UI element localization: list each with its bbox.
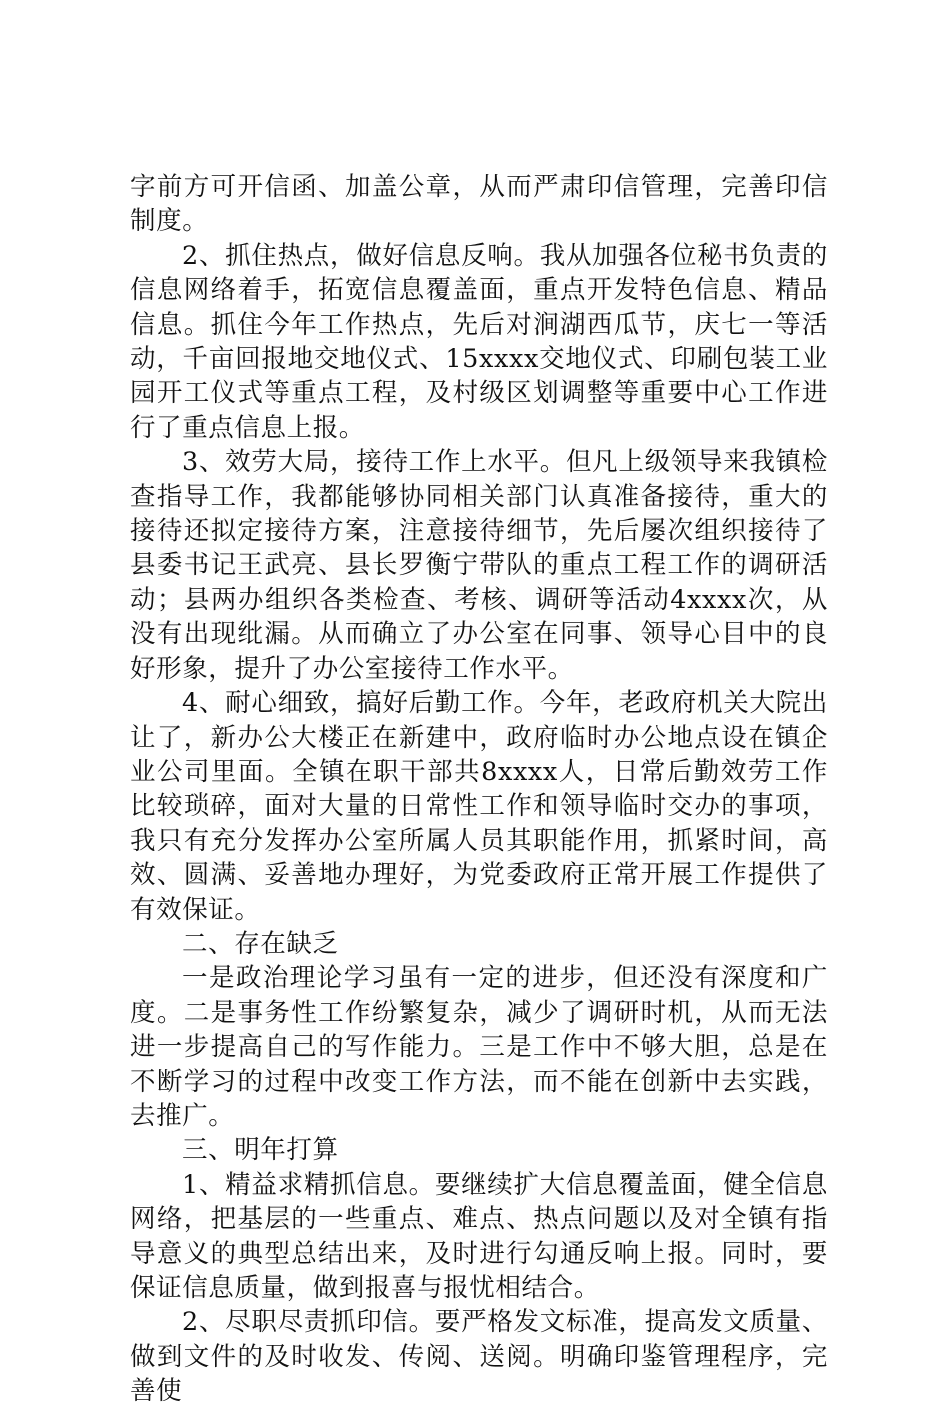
paragraph-reception: 3、效劳大局，接待工作上水平。但凡上级领导来我镇检查指导工作，我都能够协同相关部门认真准备接待，重大的接待还拟定接待方案，注意接待细节，先后屡次组织接待了县委书记王武亮、县长罗衡宁带队的重点工程工作的调研活动；县两办组织各类检查、考核、调研等活动4xxxx次，从没有出现纰漏。从而确立了办公室在同事、领导心目中的良好形象，提升了办公室接待工作水平。 <box>130 447 828 684</box>
document-page <box>130 170 828 1409</box>
paragraph-info-feedback: 2、抓住热点，做好信息反响。我从加强各位秘书负责的信息网络着手，拓宽信息覆盖面，重点开发特色信息、精品信息。抓住今年工作热点，先后对涧湖西瓜节，庆七一等活动，千亩回报地交地仪式、15xxxx交地仪式、印刷包装工业园开工仪式等重点工程，及村级区划调整等重要中心工作进行了重点信息上报。 <box>130 240 828 443</box>
section-heading-shortcomings: 二、存在缺乏 <box>182 928 339 959</box>
paragraph-logistics: 4、耐心细致，搞好后勤工作。今年，老政府机关大院出让了，新办公大楼正在新建中，政府临时办公地点设在镇企业公司里面。全镇在职干部共8xxxx人，日常后勤效劳工作比较琐碎，面对大量的日常性工作和领导临时交办的事项，我只有充分发挥办公室所属人员其职能作用，抓紧时间，高效、圆满、妥善地办理好，为党委政府正常开展工作提供了有效保证。 <box>130 688 828 925</box>
paragraph-continuation: 字前方可开信函、加盖公章，从而严肃印信管理，完善印信制度。 <box>130 172 828 237</box>
paragraph-shortcomings: 一是政治理论学习虽有一定的进步，但还没有深度和广度。二是事务性工作纷繁复杂，减少了调研时机，从而无法进一步提高自己的写作能力。三是工作中不够大胆，总是在不断学习的过程中改变工作方法，而不能在创新中去实践，去推广。 <box>130 963 828 1131</box>
paragraph-plan-information: 1、精益求精抓信息。要继续扩大信息覆盖面，健全信息网络，把基层的一些重点、难点、热点问题以及对全镇有指导意义的典型总结出来，及时进行勾通反响上报。同时，要保证信息质量，做到报喜与报忧相结合。 <box>130 1169 828 1303</box>
paragraph-plan-seal: 2、尽职尽责抓印信。要严格发文标准，提高发文质量、做到文件的及时收发、传阅、送阅。明确印鉴管理程序，完善使 <box>130 1307 828 1407</box>
section-heading-next-year-plan: 三、明年打算 <box>182 1135 339 1166</box>
